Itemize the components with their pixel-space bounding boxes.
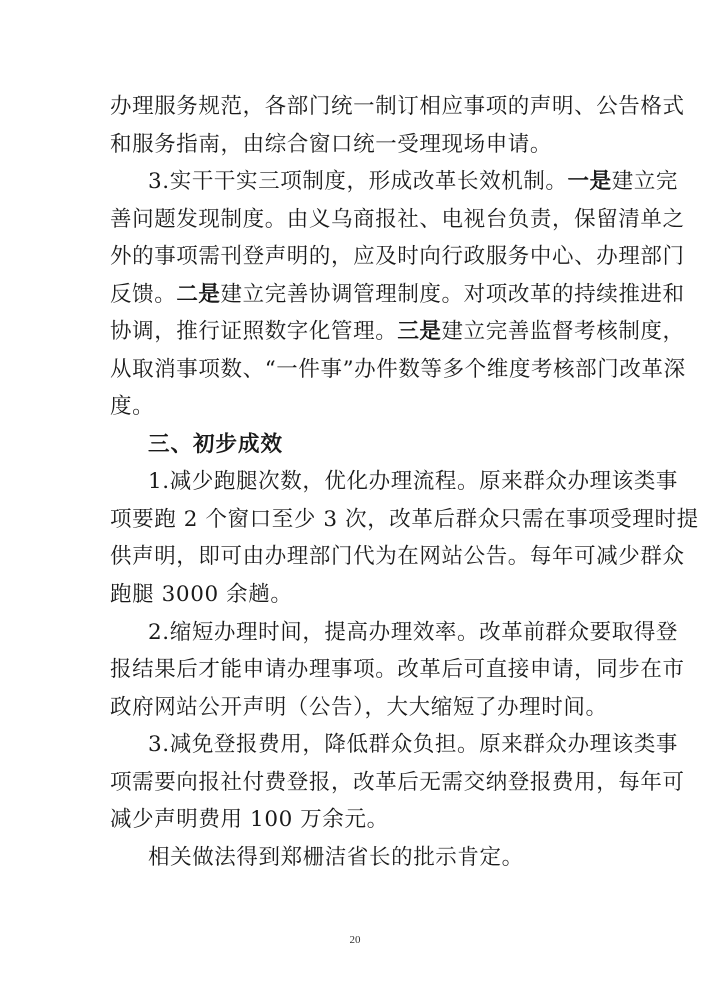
paragraph-line [110,318,685,346]
paragraph-line: 项需要向报社付费登报，改革后无需交纳登报费用，每年可 [110,770,685,795]
section-heading: 三、初步成效 [148,432,284,457]
emphasis-marker: 二是 [176,282,221,307]
paragraph-line: 外的事项需刊登声明的，应及时向行政服务中心、办理部门 [110,244,685,269]
text-run: 反馈。 [110,282,177,307]
item-title: 3.实干干实三项制度，形成改革长效机制。 [148,169,568,194]
paragraph-line: 供声明，即可由办理部门代为在网站公告。每年可减少群众 [110,544,685,569]
text-run: 建立完善协调管理制度。对项改革的持续推进和 [220,282,685,307]
paragraph-line: 项要跑 2 个窗口至少 3 次，改革后群众只需在事项受理时提 [110,507,699,532]
closing-line: 相关做法得到郑栅洁省长的批示肯定。 [148,845,524,870]
paragraph-line: 办理服务规范，各部门统一制订相应事项的声明、公告格式 [110,94,685,119]
paragraph-line [148,168,679,196]
text-run: 建立完善监督考核制度， [441,319,685,344]
paragraph-line: 政府网站公开声明（公告），大大缩短了办理时间。 [110,695,608,720]
page-number: 20 [349,934,361,946]
text-run: 协调，推行证照数字化管理。 [110,319,398,344]
paragraph-line: 3.减免登报费用，降低群众负担。原来群众办理该类事 [148,732,679,757]
paragraph-line: 减少声明费用 100 万余元。 [110,807,389,832]
paragraph-line: 跑腿 3000 余趟。 [110,582,293,607]
paragraph-line: 善问题发现制度。由义乌商报社、电视台负责，保留清单之 [110,207,685,232]
paragraph-line: 1.减少跑腿次数，优化办理流程。原来群众办理该类事 [148,469,679,494]
text-run: 建立完 [611,169,679,194]
paragraph-line: 2.缩短办理时间，提高办理效率。改革前群众要取得登 [148,620,679,645]
paragraph-line: 度。 [110,394,155,419]
emphasis-marker: 一是 [567,169,612,194]
paragraph-line: 报结果后才能申请办理事项。改革后可直接申请，同步在市 [110,657,685,682]
emphasis-marker: 三是 [397,319,442,344]
paragraph-line: 从取消事项数、“一件事”办件数等多个维度考核部门改革深 [110,357,686,382]
paragraph-line [110,281,685,309]
paragraph-line: 和服务指南，由综合窗口统一受理现场申请。 [110,132,553,157]
